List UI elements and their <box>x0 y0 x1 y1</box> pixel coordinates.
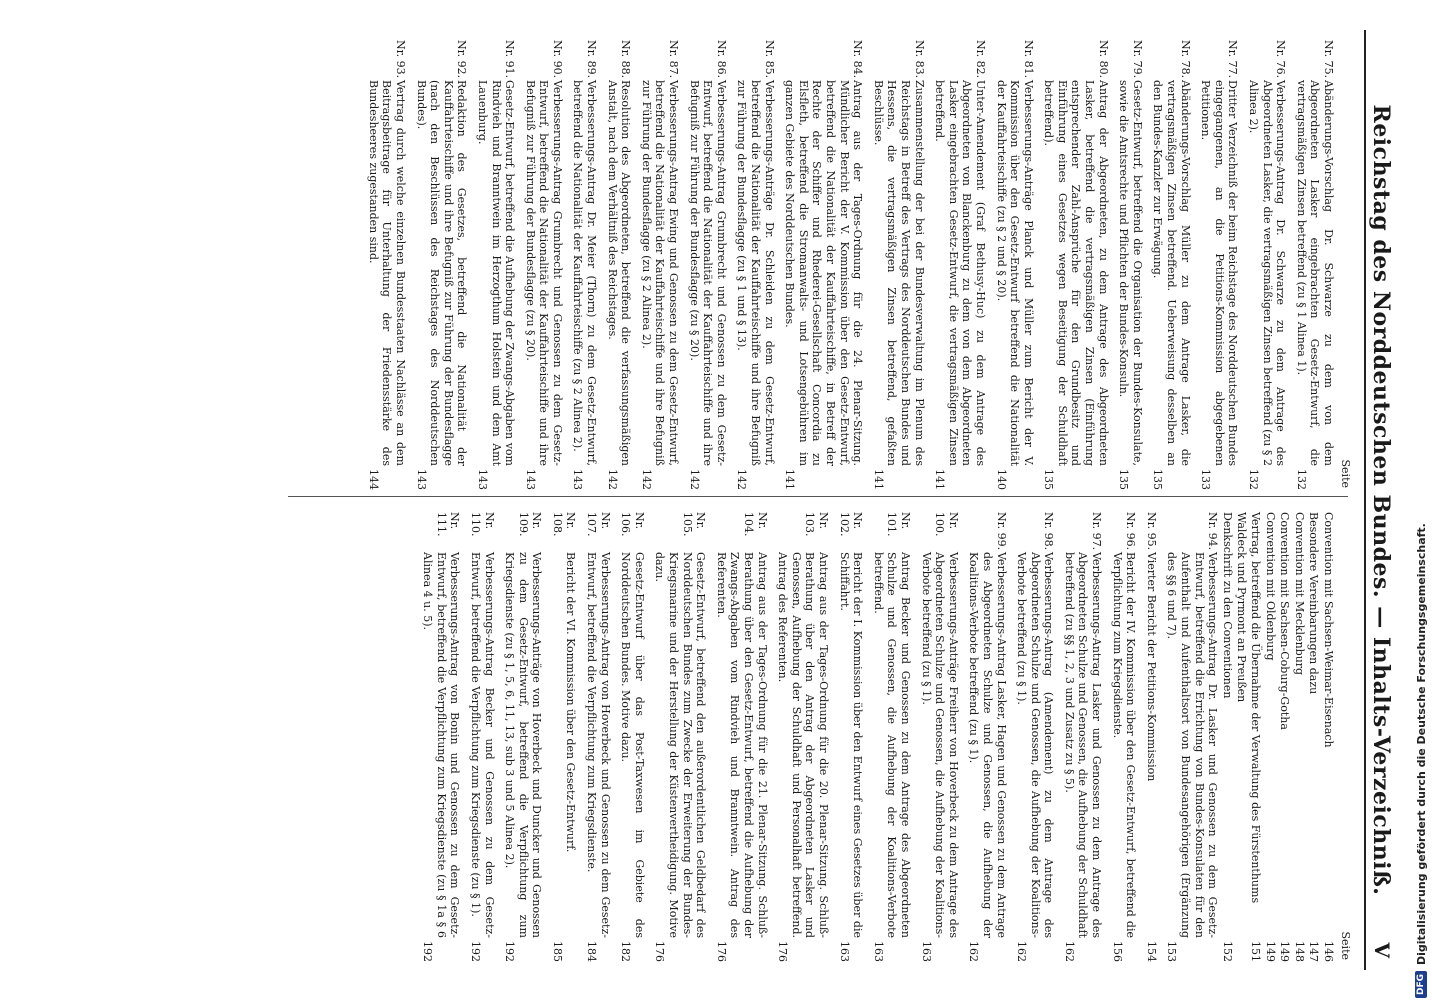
list-item <box>1235 512 1262 962</box>
list-item <box>503 512 544 962</box>
entry-text: Antrag der Abgeordneten, zu dem Antrage des Abgeordneten Lasker, betreffend die vertragsmäßigen Zinsen (Einführung entsprechender Zahl-Ansprüche für den Grundbesitz und Einführung eines Gesetzes wegen Beseitigung der Schuldhaft betreffend). <box>1042 80 1110 466</box>
right-plain-list <box>1220 512 1335 962</box>
entry-number: Nr. 79. <box>1130 40 1144 79</box>
entry-text: Resolution des Abgeordneten, betreffend die verfassungsmäßigen Anstalt, nach dem Verhältniß des Reichstages. <box>605 80 633 466</box>
entry-page: 162 <box>1062 941 1076 962</box>
entry-number: Nr. 76. <box>1274 40 1288 79</box>
list-item <box>619 512 646 962</box>
entry-text: Convention mit Oldenburg <box>1263 512 1277 661</box>
entry-number: Nr. 100. <box>933 512 960 537</box>
entry-text: Abänderungs-Vorschlag Müller zu dem Antrage Lasker, die vertragsmäßigen Zinsen betreffend. Ueberweisung desselben an den Bundes-Kanzler zur Erwägung. <box>1151 80 1192 466</box>
entry-text: Verbesserungs-Antrag Dr. Schwarze zu dem Antrage des Abgeordneten Lasker, die vertragsmäßigen Zinsen betreffend (zu § 2 Alinea 2). <box>1247 80 1288 466</box>
entry-page: 162 <box>1015 941 1029 962</box>
entry-text: Gesetz-Entwurf, betreffend die Aufhebung der Zwangs-Abgaben vom Rindvieh und Branntwein im Herzogthum Holstein und dem Amt Lauenburg. <box>475 80 517 466</box>
list-item <box>1307 512 1321 962</box>
entry-text: Besondere Vereinbarungen dazu <box>1307 512 1321 695</box>
entry-number: Nr. 95. <box>1144 512 1158 551</box>
list-item <box>994 40 1035 490</box>
entry-page: 141 <box>871 469 885 490</box>
list-item <box>653 512 707 962</box>
list-item <box>871 512 912 962</box>
entry-text: Verbesserungs-Anträge Planck und Müller zum Bericht der V. Kommission über den Gesetz-Entwurf betreffend die Nationalität der Kauffahrteischiffe (zu § 2 und § 20). <box>994 80 1035 466</box>
list-item <box>714 512 768 962</box>
entry-page: 149 <box>1263 941 1277 962</box>
list-item <box>1246 40 1287 490</box>
entry-number: Nr. 105. <box>680 512 708 537</box>
left-entry-list <box>366 40 1335 490</box>
entry-page: 176 <box>653 941 667 962</box>
entry-page: 141 <box>783 469 797 490</box>
entry-number: Nr. 91. <box>503 40 517 79</box>
list-item <box>571 40 598 490</box>
entry-text: Convention mit Sachsen-Coburg-Gotha <box>1278 512 1292 730</box>
list-item <box>783 40 865 490</box>
entry-page: 156 <box>1110 941 1124 962</box>
entry-text: Verbesserungs-Anträge Freiherr von Hoverbeck zu dem Antrage des Abgeordneten Schulze und Genossen, die Aufhebung der Koalitions-Verbote betreffend (zu § 1). <box>919 552 960 938</box>
entry-number: Nr. 94. <box>1206 512 1220 551</box>
header-rule <box>1364 30 1366 970</box>
entry-number: Nr. 99. <box>994 512 1008 551</box>
entry-page: 149 <box>1278 941 1292 962</box>
entry-page: 143 <box>475 469 489 490</box>
list-item <box>776 512 830 962</box>
entry-number: Nr. 97. <box>1090 512 1104 551</box>
entry-number: Nr. 101. <box>885 512 912 537</box>
entry-number: Nr. 87. <box>667 40 681 79</box>
list-item <box>1117 40 1144 490</box>
entry-text: Antrag aus der Tages-Ordnung für die 24. Plenar-Sitzung. Mündlicher Bericht der V. Kommission über den Gesetz-Entwurf, betreffend die Nationalität der Kauffahrteischiffe, in Betreff der Rechte der Schiffer und Rhederei-Gesellschaft Concordia zu Elsfleth, betreffend die Stromanwalts- und Lotsengebühren im ganzen Gebiete des Norddeutschen Bundes. <box>783 80 865 466</box>
entry-page: 176 <box>776 941 790 962</box>
entry-number: Nr. 103. <box>803 512 830 537</box>
entry-number: Nr. 108. <box>550 512 578 537</box>
list-item <box>414 40 468 490</box>
entry-number: Nr. 96. <box>1124 512 1138 551</box>
list-item <box>1110 512 1137 962</box>
footer-strip <box>1405 0 1429 1000</box>
entry-number: Nr. 83. <box>912 40 926 79</box>
entry-number: Nr. 106. <box>619 512 646 537</box>
list-item <box>933 40 987 490</box>
entry-number: Nr. 82. <box>973 40 987 79</box>
list-item <box>1220 512 1234 962</box>
entry-number: Nr. 111. <box>434 512 462 537</box>
entry-text: Vertrag durch welche einzelnen Bundesstaaten Nachlässe an dem Beitragsbeitrage für Unterhaltung der Friedensstärke des Bundesheeres zugestanden sind. <box>366 80 407 466</box>
list-item <box>1199 40 1240 490</box>
entry-page: 163 <box>837 941 851 962</box>
entry-number: Nr. 102. <box>837 512 865 537</box>
list-item <box>1151 40 1192 490</box>
list-item <box>837 512 864 962</box>
entry-number: Nr. 78. <box>1178 40 1192 79</box>
entry-text: Denkschrift zu den Conventionen <box>1220 512 1234 699</box>
footer-credit: Digitalisierung gefördert durch die Deutsche Forschungsgemeinschaft. <box>1414 523 1428 965</box>
entry-text: Verbesserungs-Antrag (Amendement) zu dem Antrage des Abgeordneten Schulze und Genossen, die Aufhebung der Koalitions-Verbote betreffend (zu § 1). <box>1015 552 1056 938</box>
entry-page: 142 <box>639 469 653 490</box>
entry-page: 143 <box>414 469 428 490</box>
list-item <box>1015 512 1056 962</box>
list-item <box>639 40 680 490</box>
entry-text: Antrag aus der Tages-Ordnung für die 21. Plenar-Sitzung. Schluß-Berathung über den Gesetz-Entwurf, betreffend die Aufhebung der Zwangs-Abgaben vom Rindvieh und Branntwein. Antrag des Referenten. <box>714 552 769 938</box>
entry-number: Nr. 89. <box>585 40 599 79</box>
entry-page: 132 <box>1247 469 1261 490</box>
list-item <box>919 512 960 962</box>
right-column <box>414 512 1352 962</box>
entry-text: Vertrag, betreffend die Übernahme der Verwaltung des Fürstenthums Waldeck und Pyrmont an Preußen <box>1235 512 1263 904</box>
entry-number: Nr. 85. <box>762 40 776 79</box>
entry-text: Verbesserungs-Antrag Grumbrecht und Genossen zu dem Gesetz-Entwurf, betreffend die Nationalität der Kauffahrteischiffe und ihre Befugniß zur Führung der Bundesflagge (zu § 20). <box>687 80 728 466</box>
list-item <box>1042 40 1110 490</box>
entry-number: Nr. 110. <box>468 512 496 537</box>
column-divider <box>288 496 1348 497</box>
entry-text: Bericht der VI. Kommission über den Gesetz-Entwurf. <box>564 552 578 853</box>
entry-number: Nr. 90. <box>550 40 564 79</box>
entry-text: Antrag Becker und Genossen zu dem Antrage des Abgeordneten Schulze und Genossen, die Aufhebung der Koalitions-Verbote betreffend. <box>871 552 912 938</box>
entry-page: 135 <box>1117 469 1131 490</box>
entry-text: Verbesserungs-Antrag von Hoverbeck und Genossen zu dem Gesetz-Entwurf, betreffend die Verpflichtung zum Kriegsdienste. <box>585 552 612 938</box>
list-item <box>1278 512 1292 962</box>
entry-page: 185 <box>550 941 564 962</box>
entry-text: Gesetz-Entwurf, betreffend den außerordentlichen Geldbedarf des Norddeutschen Bundes zum Zwecke der Erweiterung der Bundes-Kriegsmarine und der Herstellung der Küstenvertheidigung. Motive dazu. <box>653 552 708 938</box>
entry-page: 144 <box>366 469 380 490</box>
entry-page: 133 <box>1199 469 1213 490</box>
entry-text: Gesetz-Entwurf über das Post-Taxwesen im Gebiete des Norddeutschen Bundes. Motive dazu. <box>619 552 646 938</box>
entry-number: Nr. 88. <box>619 40 633 79</box>
entry-text: Convention mit Mecklenburg <box>1292 512 1306 676</box>
entry-text: Vierter Bericht der Petitions-Kommission <box>1144 552 1158 782</box>
entry-page: 163 <box>871 941 885 962</box>
list-item <box>468 512 495 962</box>
entry-page: 141 <box>933 469 947 490</box>
entry-page: 146 <box>1322 941 1335 962</box>
entry-page: 192 <box>421 941 435 962</box>
entry-text: Bericht der IV. Kommission über den Gesetz-Entwurf, betreffend die Verpflichtung zum Kriegsdienste. <box>1110 552 1138 938</box>
entry-number: Nr. 92. <box>455 40 469 79</box>
entry-page: 147 <box>1307 941 1321 962</box>
dfg-logo: DFG <box>1415 971 1427 998</box>
entry-text: Verbesserungs-Antrag Dr. Meier (Thorn) zu dem Gesetz-Entwurf, betreffend die Nationalität der Kauffahrteischiffe (zu § 2 Alinea 2). <box>571 80 599 466</box>
entry-text: Dritter Verzeichniß der beim Reichstage des Norddeutschen Bundes eingegangenen, an die Petitions-Kommission abgegebenen Petitionen. <box>1199 80 1240 466</box>
entry-text: Verbesserungs-Antrag Lasker, Hagen und Genossen zu dem Antrage des Abgeordneten Schulze und Genossen, die Aufhebung der Koalitions-Verbote betreffend (zu § 1). <box>967 552 1008 938</box>
list-item <box>605 40 632 490</box>
list-item <box>366 40 407 490</box>
entry-page: 192 <box>468 941 482 962</box>
list-item <box>1062 512 1103 962</box>
entry-number: Nr. 104. <box>742 512 769 537</box>
list-item <box>1292 512 1306 962</box>
seite-label: Seite <box>1339 459 1352 488</box>
list-item <box>550 512 577 962</box>
entry-text: Verbesserungs-Antrag Grumbrecht und Genossen zu dem Gesetz-Entwurf, betreffend die Nationalität der Kauffahrteischiffe und ihre Befugniß zur Führung der Bundesflagge (zu § 20). <box>523 80 564 466</box>
entry-page: 152 <box>1220 941 1234 962</box>
list-item <box>1165 512 1219 962</box>
entry-page: 182 <box>619 941 633 962</box>
entry-text: Verbesserungs-Antrag Lasker und Genossen zu dem Antrage des Abgeordneten Schulze und Genossen, die Aufhebung der Schuldhaft betreffend (zu §§ 1, 2, 3 und Zusatz zu § 5). <box>1062 552 1104 938</box>
entry-number: Nr. 77. <box>1226 40 1240 79</box>
list-item <box>421 512 462 962</box>
entry-page: 163 <box>919 941 933 962</box>
entry-text: Antrag aus der Tages-Ordnung für die 20. Plenar-Sitzung. Schluß-Berathung über den Antrag der Abgeordneten Lasker und Genossen, Aufhebung der Schuldhaft und Personalhaft betreffend. Antrag des Referenten. <box>776 552 830 938</box>
entry-page: 135 <box>1042 469 1056 490</box>
entry-page: 154 <box>1144 941 1158 962</box>
entry-page: 140 <box>994 469 1008 490</box>
entry-page: 142 <box>605 469 619 490</box>
entry-page: 192 <box>503 941 517 962</box>
entry-text: Unter-Amendement (Graf Bethusy-Huc) zu dem Antrage des Abgeordneten von Blanckenburg zu dem von dem Abgeordneten Lasker eingebrachten Gesetz-Entwurf, die vertragsmäßigen Zinsen betreffend. <box>933 80 987 466</box>
entry-page: 142 <box>687 469 701 490</box>
entry-text: Gesetz-Entwurf, betreffend die Organisation der Bundes-Konsulate, sowie die Amtsrechte und Pflichten der Bundes-Konsuln. <box>1117 80 1144 466</box>
entry-page: 151 <box>1249 941 1263 962</box>
entry-number: Nr. 93. <box>393 40 407 79</box>
entry-page: 184 <box>585 941 599 962</box>
entry-number: Nr. 107. <box>585 512 612 537</box>
list-item <box>585 512 612 962</box>
entry-page: 143 <box>523 469 537 490</box>
left-column <box>359 40 1352 490</box>
entry-text: Convention mit Sachsen-Weimar-Eisenach <box>1322 512 1335 748</box>
entry-page: 143 <box>571 469 585 490</box>
entry-page: 142 <box>735 469 749 490</box>
entry-number: Nr. 75. <box>1322 40 1335 79</box>
list-item <box>1263 512 1277 962</box>
list-item <box>967 512 1008 962</box>
list-item <box>871 40 925 490</box>
entry-page: 135 <box>1151 469 1165 490</box>
entry-page: 153 <box>1165 941 1179 962</box>
page-title: Reichstag des Norddeutschen Bundes. — Inhalts-Verzeichniß. <box>1368 104 1394 896</box>
list-item <box>687 40 728 490</box>
list-item <box>735 40 776 490</box>
entry-text: Bericht der I. Kommission über den Entwurf eines Gesetzes über die Schiffahrt. <box>837 552 865 938</box>
list-item <box>1321 512 1335 962</box>
entry-text: Verbesserungs-Antrag von Bonin und Genossen zu dem Gesetz-Entwurf, betreffend die Verpflichtung zum Kriegsdienste (zu § 1a § 6 Alinea 4 u. 5). <box>421 552 462 938</box>
entry-number: Nr. 98. <box>1042 512 1056 551</box>
seite-label: Seite <box>1339 931 1352 960</box>
entry-page: 176 <box>714 941 728 962</box>
page-number: V <box>1370 942 1394 958</box>
entry-number: Nr. 109. <box>516 512 544 537</box>
list-item <box>523 40 564 490</box>
entry-text: Zusammenstellung der bei der Bundesverwaltung im Plenum des Reichstags in Betreff des Vertrags des Norddeutschen Bundes und Hessens, die vertragsmäßigen Zinsen betreffend, gefaßten Beschlüsse. <box>871 80 926 466</box>
entry-text: Verbesserungs-Antrag Dr. Lasker und Genossen zu dem Gesetz-Entwurf, betreffend die Errichtung von Bundes-Konsulaten für den Aufenthalt und Aufenthaltsort von Bundesangehörigen (Ergänzung des §§ 6 und 7). <box>1165 552 1220 938</box>
entry-number: Nr. 80. <box>1096 40 1110 79</box>
list-item <box>1294 40 1335 490</box>
entry-text: Verbesserungs-Anträge Dr. Schleiden zu dem Gesetz-Entwurf, betreffend die Nationalität der Kauffahrteischiffe und ihre Befugniß zur Führung der Bundesflagge (zu § 1 und § 13). <box>735 80 776 466</box>
entry-page: 132 <box>1294 469 1308 490</box>
entry-number: Nr. 86. <box>714 40 728 79</box>
entry-text: Verbesserungs-Antrag Ewing und Genossen zu dem Gesetz-Entwurf, betreffend die Nationalität der Kauffahrteischiffe und ihre Befugniß zur Führung der Bundesflagge (zu § 2 Alinea 2). <box>639 80 681 466</box>
entry-text: Redaktion des Gesetzes, betreffend die Nationalität der Kauffahrteischiffe und ihre Befugniß zur Führung der Bundesflagge (nach den Beschlüssen des Reichstages des Norddeutschen Bundes). <box>414 80 469 466</box>
entry-text: Verbesserungs-Anträge von Hoverbeck und Duncker und Genossen zu dem Gesetz-Entwurf, betreffend die Verpflichtung zum Kriegsdienste (zu § 1, 5, 6, 11, 13, sub 3 und 5 Alinea 2). <box>503 552 544 938</box>
entry-page: 148 <box>1292 941 1306 962</box>
footer-text <box>1409 0 1432 998</box>
entry-text: Abänderungs-Vorschlag Dr. Schwarze zu dem von dem Abgeordneten Lasker eingebrachten Gesetz-Entwurf, die vertragsmäßigen Zinsen betreffend (zu § 1 Alinea 1). <box>1294 80 1335 466</box>
entry-page: 162 <box>967 941 981 962</box>
entry-text: Verbesserungs-Antrag Becker und Genossen zu dem Gesetz-Entwurf, betreffend die Verpflichtung zum Kriegsdienste (zu § 1). <box>468 552 496 938</box>
right-entry-list <box>421 512 1220 962</box>
list-item <box>1144 512 1158 962</box>
entry-number: Nr. 84. <box>851 40 865 79</box>
list-item <box>475 40 516 490</box>
entry-number: Nr. 81. <box>1021 40 1035 79</box>
